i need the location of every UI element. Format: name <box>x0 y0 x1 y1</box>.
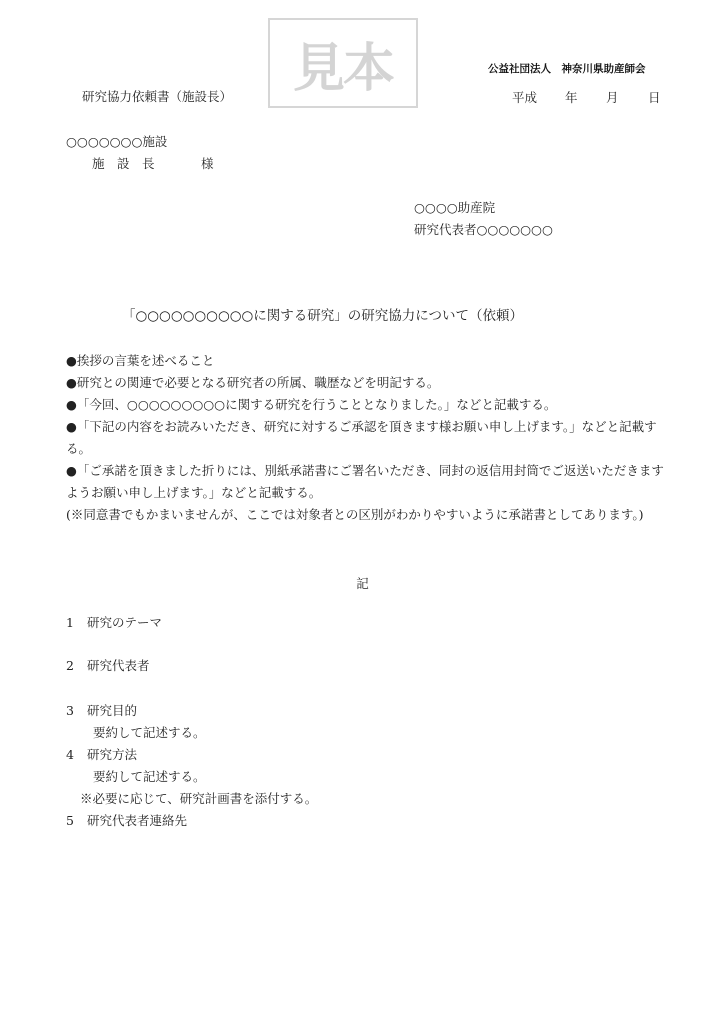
item-number: 5 <box>66 813 74 828</box>
recipient-honorific: 様 <box>201 156 214 171</box>
item-number: 4 <box>66 747 74 762</box>
item-method-note: ※必要に応じて、研究計画書を添付する。 <box>80 791 318 806</box>
item-purpose-detail: 要約して記述する。 <box>93 725 206 740</box>
item-number: 2 <box>66 658 74 673</box>
date-month-label: 月 <box>606 90 619 105</box>
date-day-label: 日 <box>648 90 661 105</box>
item-label: 研究目的 <box>87 703 138 718</box>
item-number: 1 <box>66 615 74 630</box>
item-purpose <box>66 705 137 718</box>
item-label: 研究方法 <box>87 747 138 762</box>
instruction-affiliation: ●研究との関連で必要となる研究者の所属、職歴などを明記する。 <box>66 375 440 390</box>
instruction-announcement: ●「今回、○○○○○○○○○に関する研究を行うこととなりました。」などと記載する。 <box>66 397 557 412</box>
item-number: 3 <box>66 703 74 718</box>
sample-stamp-text: 見本 <box>292 38 393 99</box>
item-theme <box>66 617 162 630</box>
item-representative <box>66 660 150 673</box>
item-method <box>66 749 137 762</box>
organization-name: 公益社団法人 神奈川県助産師会 <box>488 63 646 75</box>
document-type: 研究協力依頼書（施設長） <box>82 89 233 104</box>
instruction-greeting: ●挨拶の言葉を述べること <box>66 353 215 368</box>
item-contact <box>66 815 187 828</box>
sample-stamp <box>268 18 418 108</box>
sender-representative: 研究代表者○○○○○○○ <box>414 222 553 237</box>
instruction-note: (※同意書でもかまいませんが、ここでは対象者との区別がわかりやすいように承諾書としてあります。) <box>66 507 644 522</box>
item-method-detail: 要約して記述する。 <box>93 769 206 784</box>
sender-institution: ○○○○助産院 <box>414 200 496 215</box>
item-label: 研究代表者 <box>87 658 150 673</box>
instruction-return-envelope: ●「ご承諾を頂きました折りには、別紙承諾書にご署名いただき、同封の返信用封筒でご返送いただきますようお願い申し上げます。」などと記載する。 <box>66 463 664 500</box>
date-era: 平成 <box>512 90 538 105</box>
recipient-facility: ○○○○○○○施設 <box>66 134 168 149</box>
instruction-approval-request: ●「下記の内容をお読みいただき、研究に対するご承認を頂きます様お願い申し上げます。」などと記載する。 <box>66 419 657 456</box>
subject-heading: 「○○○○○○○○○○に関する研究」の研究協力について（依頼） <box>122 308 524 324</box>
item-label: 研究代表者連絡先 <box>87 813 188 828</box>
date-year-label: 年 <box>565 90 578 105</box>
instructions-block <box>66 350 666 526</box>
recipient-title: 施 設 長 <box>92 156 155 171</box>
ki-heading: 記 <box>356 576 369 591</box>
item-label: 研究のテーマ <box>87 615 163 630</box>
